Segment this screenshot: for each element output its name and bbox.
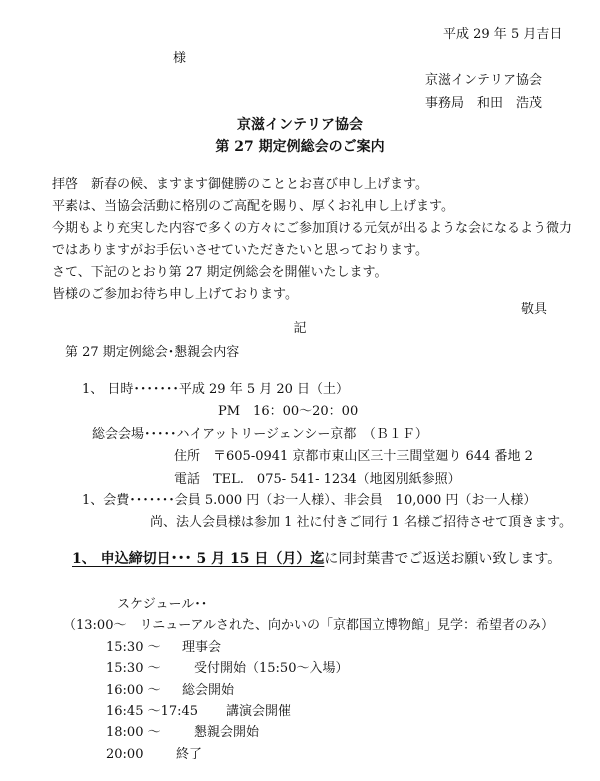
schedule-item — [106, 726, 259, 739]
schedule-item — [106, 684, 234, 697]
title-line-1: 京滋インテリア協会 — [237, 117, 363, 133]
body-paragraph-5: 皆様のご参加お待ち申し上げております。 — [52, 287, 298, 302]
title-line-2: 第 27 期定例総会のご案内 — [215, 139, 385, 155]
schedule-time: 16:45 〜17:45 — [106, 704, 199, 719]
venue-line: 総会会場･････ハイアットリージェンシー京都 （Ｂ１Ｆ） — [92, 427, 428, 442]
schedule-time: 20:00 — [106, 747, 144, 762]
document-date: 平成 29 年 5 月吉日 — [443, 27, 563, 42]
sender-person: 事務局 和田 浩茂 — [425, 96, 543, 111]
fee-note: 尚、法人会員様は参加 1 社に付きご同行 1 名様ご招待させて頂きます。 — [150, 515, 573, 530]
schedule-label: 懇親会開始 — [194, 725, 260, 740]
body-paragraph-4: さて、下記のとおり第 27 期定例総会を開催いたします。 — [52, 265, 388, 280]
address-line: 住所 〒605-0941 京都市東山区三十三間堂廻り 644 番地 2 — [174, 449, 533, 464]
schedule-label: 終了 — [176, 747, 203, 762]
deadline-line — [72, 552, 561, 566]
schedule-label: 理事会 — [182, 640, 222, 655]
schedule-label: 講演会開催 — [226, 704, 292, 719]
fee-line: 1、会費･･･････会員 5.000 円（お一人様）、非会員 10,000 円（お一人様） — [82, 493, 537, 508]
schedule-label: 総会開始 — [182, 683, 235, 698]
closing-keigu: 敬具 — [521, 302, 548, 317]
schedule-time: 16:00 〜 — [106, 683, 161, 698]
body-paragraph-1: 拝啓 新春の候、ますます御健勝のこととお喜び申し上げます。 — [52, 177, 428, 192]
body-paragraph-2: 平素は、当協会活動に格別のご高配を賜り、厚くお礼申し上げます。 — [52, 199, 454, 214]
deadline-emphasis: 1、 申込締切日･･･ 5 月 15 日（月）迄 — [72, 551, 325, 567]
schedule-heading: スケジュール･･ — [117, 597, 208, 612]
museum-note: （13:00〜 リニューアルされた、向かいの「京都国立博物館」見学：希望者のみ） — [63, 618, 555, 633]
body-paragraph-3a: 今期もより充実した内容で多くの方々にご参加頂ける元気が出るような会になるよう微力 — [52, 221, 573, 236]
ki-marker: 記 — [293, 321, 307, 336]
schedule-item — [106, 662, 348, 675]
schedule-time: 15:30 〜 — [106, 661, 161, 676]
recipient-suffix: 様 — [173, 51, 187, 66]
schedule-item — [106, 641, 221, 654]
schedule-item — [106, 748, 202, 761]
schedule-label: 受付開始（15:50〜入場） — [194, 661, 349, 676]
datetime-line: 1、 日時･･･････平成 29 年 5 月 20 日（土） — [82, 382, 350, 397]
body-paragraph-3b: ではありますがお手伝いさせていただきたいと思っております。 — [52, 243, 428, 258]
phone-line: 電話 TEL. 075‐ 541‐ 1234（地図別紙参照） — [174, 472, 461, 487]
deadline-rest: に同封葉書でご返送お願い致します。 — [324, 551, 562, 567]
schedule-item — [106, 705, 291, 718]
details-heading: 第 27 期定例総会･懇親会内容 — [65, 345, 240, 360]
sender-org: 京滋インテリア協会 — [425, 73, 543, 88]
schedule-time: 18:00 〜 — [106, 725, 161, 740]
time-line: PM 16：00〜20：00 — [218, 404, 359, 419]
schedule-time: 15:30 〜 — [106, 640, 161, 655]
